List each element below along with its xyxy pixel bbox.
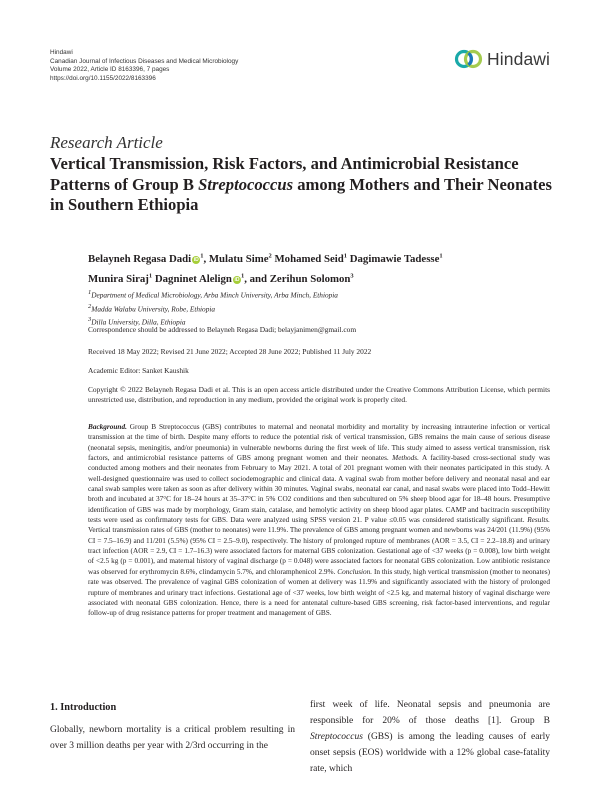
- correspondence: Correspondence should be addressed to Belayneh Regasa Dadi; belayjanimen@gmail.com: [88, 325, 357, 334]
- abstract-background: Group B Streptococcus (GBS) contributes to maternal and neonatal morbidity and mortality by increasing intrauterine infection or vertical transmission at the time of birth. Despite many efforts to reduce the potential risk of vertical transmission, GBS remains the main cause of serious disease (neonatal sepsis, meningitis, and/or pneumonia) in vulnerable newborns during the first week of life. This study aimed to assess vertical transmission, risk factors, and antimicrobial resistance patterns of GBS among pregnant women and their neonates.: [88, 423, 550, 463]
- author-affiliation-number: 2: [268, 252, 272, 259]
- intro-col2-part-1: first week of life. Neonatal sepsis and pneumonia are responsible for 20% of those deaths [1]. Group B: [310, 700, 550, 727]
- author-affiliation-number: 1: [200, 252, 204, 259]
- author-name: Mohamed Seid: [274, 252, 344, 265]
- author: [274, 253, 349, 265]
- abstract-background-label: Background.: [88, 423, 127, 431]
- author-affiliation-number: 1: [343, 252, 348, 259]
- publisher-name: Hindawi: [50, 49, 73, 56]
- author-name: Dagimawie Tadesse: [349, 252, 440, 265]
- author-name: Munira Siraj: [88, 273, 149, 286]
- author-list: [88, 247, 528, 288]
- affiliation-number: 3: [88, 316, 92, 324]
- orcid-icon[interactable]: iD: [234, 277, 240, 284]
- abstract-results-label: Results.: [524, 516, 550, 525]
- academic-editor: Academic Editor: Sanket Kaushik: [88, 366, 189, 375]
- received-dates: Received 18 May 2022; Revised 21 June 2022; Accepted 28 June 2022; Published 11 July 2022: [88, 347, 372, 356]
- abstract-conclusion-label: Conclusion.: [335, 567, 373, 576]
- author-affiliation-number: 1: [439, 252, 443, 259]
- abstract-results: Vertical transmission rates of GBS (mother to neonates) were 11.9%. The prevalence of GBS among pregnant women and newborns was 24/201 (11.9%) (95% CI = 7.5–16.9) and 11/201 (5.5%) (95% CI = 2.5–9.0), respectively. The history of prolonged rupture of membranes (AOR = 3.5, CI = 2.2–18.8) and urinary tract infection (AOR = 2.9, CI = 1.7–16.3) were associated factors for maternal GBS colonization. Gestational age of <37 weeks (p = 0.008), low birth weight of <2.5 kg (p = 0.001), and maternal history of vaginal discharge (p = 0.048) were associated factors for neonatal GBS colonization. Low antibiotic resistance was observed for erythromycin 8.6%, clindamycin 5.7%, and chloramphenicol 2.9%.: [88, 526, 550, 576]
- section-heading-introduction: 1. Introduction: [50, 702, 117, 713]
- intro-col2-italic: Streptococcus: [310, 732, 363, 743]
- author: [88, 253, 209, 265]
- author-name: Dagninet Alelign: [154, 273, 232, 286]
- article-type: Research Article: [50, 133, 163, 152]
- affiliation-text: Department of Medical Microbiology, Arba Minch University, Arba Minch, Ethiopia: [91, 290, 338, 300]
- author: [209, 253, 275, 265]
- logo-text: Hindawi: [487, 48, 550, 69]
- author: [155, 273, 250, 285]
- orcid-icon[interactable]: iD: [193, 256, 199, 263]
- author-separator: ,: [244, 273, 250, 286]
- author-affiliation-number: 1: [148, 272, 153, 280]
- journal-meta: [50, 49, 238, 83]
- copyright-notice: Copyright © 2022 Belayneh Regasa Dadi et al. This is an open access article distributed under the Creative Commons Attribution License, which permits unrestricted use, distribution, and reproduction in any medium, provided the original work is properly cited.: [88, 385, 550, 405]
- abstract-methods-label: Methods.: [388, 454, 419, 463]
- title-part-2: among Mothers and Their Neonates in Southern Ethiopia: [50, 174, 552, 214]
- author: [250, 273, 354, 285]
- author: [88, 273, 155, 285]
- author-name: Belayneh Regasa Dadi: [88, 252, 192, 265]
- affiliation: [88, 287, 338, 301]
- hindawi-logo: [454, 48, 550, 70]
- journal-name: Canadian Journal of Infectious Diseases and Medical Microbiology: [50, 57, 239, 65]
- author-separator: ,: [203, 252, 209, 265]
- affiliation-text: Madda Walabu University, Robe, Ethiopia: [91, 304, 216, 314]
- abstract: [88, 422, 550, 619]
- author-name: and Zerihun Solomon: [249, 273, 351, 286]
- intro-column-left: Globally, newborn mortality is a critical problem resulting in over 3 million deaths per year with 2/3rd occurring in the: [50, 725, 295, 752]
- author-affiliation-number: 3: [350, 272, 354, 280]
- title-italic: Streptococcus: [198, 174, 294, 194]
- affiliation-number: 2: [88, 302, 92, 310]
- affiliation-list: [88, 287, 338, 328]
- doi-link[interactable]: https://doi.org/10.1155/2022/8163396: [50, 74, 156, 82]
- hindawi-logo-icon: [454, 48, 484, 70]
- intro-col2-part-2: (GBS) is among the leading causes of early onset sepsis (EOS) worldwide with a 12% global case-fatality rate, which: [310, 732, 550, 775]
- affiliation-number: 1: [88, 289, 92, 296]
- affiliation-text: Dilla University, Dilla, Ethiopia: [91, 317, 186, 327]
- affiliation: [88, 301, 338, 315]
- abstract-conclusion: In this study, high vertical transmission (mother to neonates) rate was observed. The prevalence of vaginal GBS colonization of women at delivery was 11.9% and significantly associated with the history of prolonged rupture of membranes and urinary tract infections. Gestational age of <37 weeks, low birth weight of <2.5 kg, and maternal history of vaginal discharge were associated with neonatal GBS colonization. Hence, there is a need for antenatal culture-based GBS screening, risk factor-based interventions, and regular follow-up of drug resistance patterns for proper treatment and management of GBS.: [88, 567, 550, 618]
- abstract-methods: A facility-based cross-sectional study was conducted among mothers and their neonates from February to May 2021. A total of 201 pregnant women with their neonates participated in this study. A well-designed questionnaire was used to collect sociodemographic and clinical data. A vaginal swab from mother before delivery and neonatal nasal and ear canal swab samples were taken as soon as after delivery within 30 minutes. Vaginal swabs, neonatal ear canal, and nasal swabs were placed into Todd–Hewitt broth and incubated at 37°C for 18–24 hours at 35–37°C in 5% CO2 conditions and then subcultured on 5% sheep blood agar for 18–48 hours. Presumptive identification of GBS was made by morphology, Gram stain, catalase, and hemolytic activity on sheep blood agar plates. CAMP and bacitracin susceptibility tests were used as confirmatory tests for GBS. Data were analyzed using SPSS version 21. P value ≤0.05 was considered statistically significant.: [88, 454, 550, 525]
- paper-title: [50, 154, 560, 216]
- author-affiliation-number: 1: [240, 272, 245, 280]
- title-part-1: Vertical Transmission, Risk Factors, and Antimicrobial Resistance Patterns of Group B: [50, 154, 519, 194]
- author-name: Mulatu Sime: [208, 252, 269, 265]
- author: [350, 253, 443, 265]
- intro-column-right: [310, 697, 550, 777]
- volume-info: Volume 2022, Article ID 8163396, 7 pages: [50, 66, 170, 74]
